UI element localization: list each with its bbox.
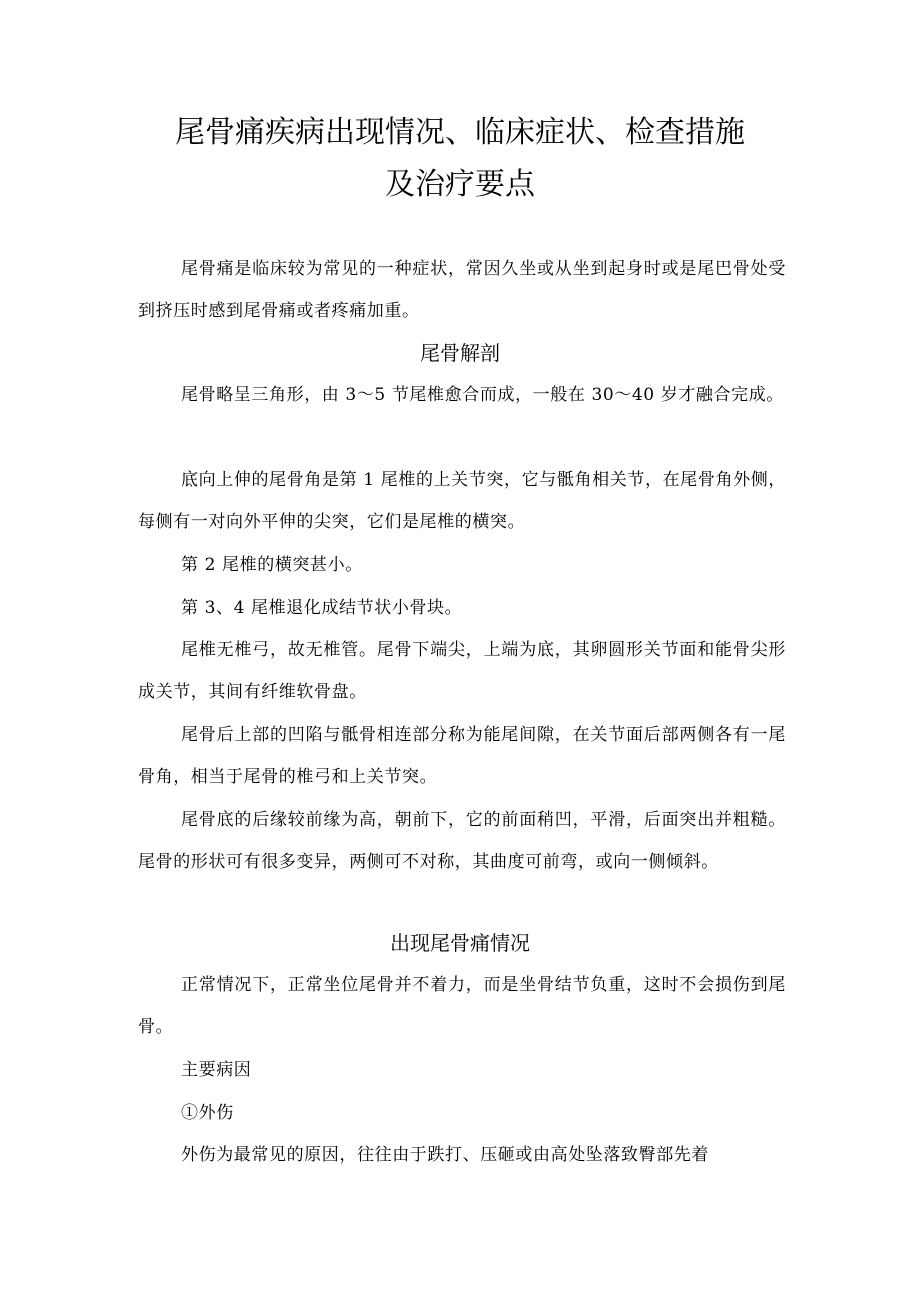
causes-paragraph: 正常情况下，正常坐位尾骨并不着力，而是坐骨结节负重，这时不会损伤到尾骨。 [138,975,786,1037]
anatomy-paragraph: 第 2 尾椎的横突甚小。 [181,555,363,575]
causes-paragraph: 外伤为最常见的原因，往往由于跌打、压砸或由高处坠落致臀部先着 [181,1145,709,1165]
anatomy-paragraph: 第 3、4 尾椎退化成结节状小骨块。 [181,598,463,618]
section-heading-causes: 出现尾骨痛情况 [390,931,530,955]
anatomy-paragraph: 尾椎无椎弓，故无椎管。尾骨下端尖，上端为底，其卵圆形关节面和能骨尖形成关节，其间有纤维软骨盘。 [138,640,786,702]
anatomy-paragraph: 尾骨底的后缘较前缘为高，朝前下，它的前面稍凹，平滑，后面突出并粗糙。尾骨的形状可有很多变异，两侧可不对称，其曲度可前弯，或向一侧倾斜。 [138,810,786,872]
section-heading-anatomy: 尾骨解剖 [420,341,500,365]
intro-paragraph: 尾骨痛是临床较为常见的一种症状，常因久坐或从坐到起身时或是尾巴骨处受到挤压时感到尾骨痛或者疼痛加重。 [138,259,786,321]
anatomy-paragraph: 尾骨后上部的凹陷与骶骨相连部分称为能尾间隙，在关节面后部两侧各有一尾骨角，相当于尾骨的椎弓和上关节突。 [138,725,786,787]
causes-subheading: 主要病因 [181,1060,252,1080]
document-title-line-1: 尾骨痛疾病出现情况、临床症状、检查措施 [175,115,745,150]
anatomy-paragraph: 尾骨略呈三角形，由 3～5 节尾椎愈合而成，一般在 30～40 岁才融合完成。 [181,385,784,405]
anatomy-paragraph: 底向上伸的尾骨角是第 1 尾椎的上关节突，它与骶角相关节，在尾骨角外侧，每侧有一对向外平伸的尖突，它们是尾椎的横突。 [138,470,786,532]
causes-list-item: ①外伤 [181,1103,234,1123]
document-title-line-2: 及治疗要点 [385,167,535,202]
